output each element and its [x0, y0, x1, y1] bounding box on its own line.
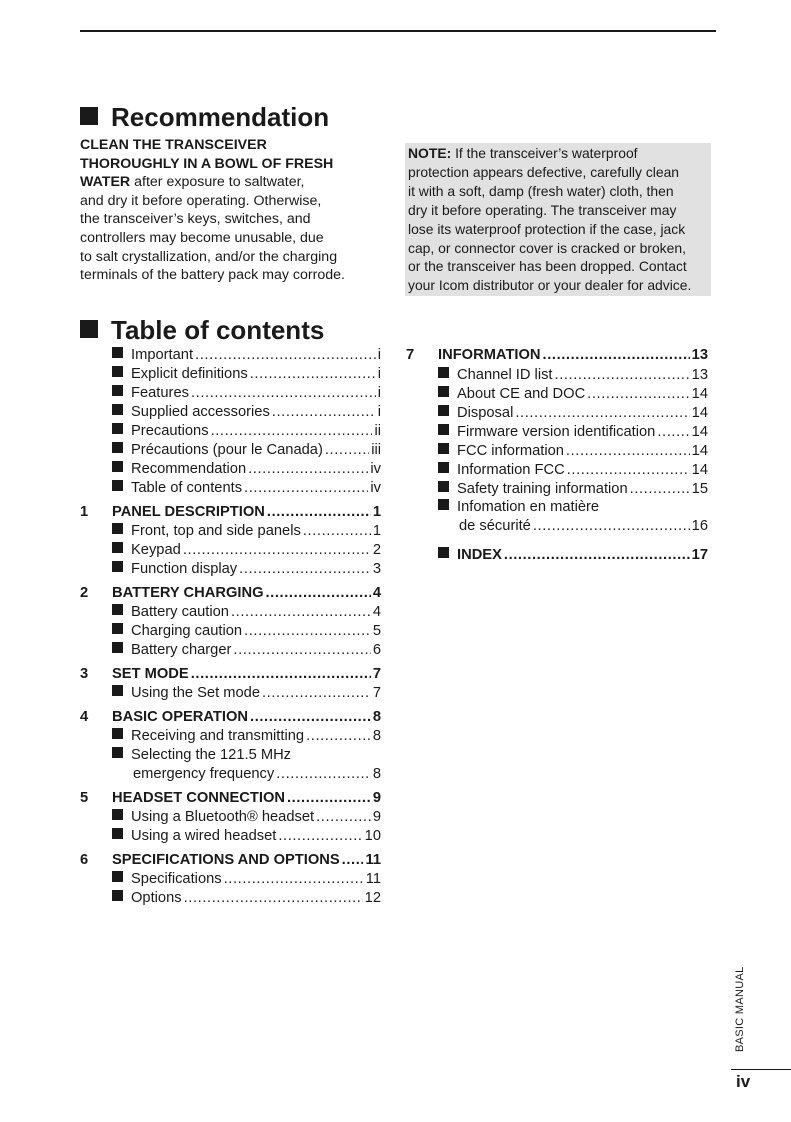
toc-entry[interactable]	[112, 870, 381, 889]
toc-entry-title: INFORMATION	[438, 347, 541, 363]
toc-entry-title: BATTERY CHARGING	[112, 585, 264, 601]
toc-entry-title: Using the Set mode	[131, 685, 260, 701]
side-section-label: BASIC MANUAL	[734, 966, 746, 1052]
toc-entry-title: SET MODE	[112, 666, 189, 682]
toc-entry-title: Disposal	[457, 405, 514, 421]
toc-leader-dots	[233, 641, 370, 660]
bullet-square-icon	[438, 424, 449, 435]
note-line: dry it before operating. The transceiver may	[408, 201, 677, 218]
toc-entry[interactable]	[459, 517, 708, 536]
toc-leader-dots	[278, 827, 362, 846]
toc-leader-dots	[262, 684, 371, 703]
toc-chapter-number: 6	[80, 852, 89, 868]
toc-entry-title: Features	[131, 385, 189, 401]
bullet-square-icon	[438, 499, 449, 510]
toc-leader-dots	[325, 441, 369, 460]
toc-page-number: i	[377, 366, 381, 382]
toc-page-number: 9	[372, 809, 381, 825]
toc-leader-dots	[533, 517, 690, 536]
toc-entry[interactable]	[438, 404, 708, 423]
toc-entry-title: Function display	[131, 561, 238, 577]
bullet-square-icon	[438, 367, 449, 378]
bullet-square-icon	[112, 423, 123, 434]
bullet-square-icon	[438, 443, 449, 454]
bullet-square-icon	[112, 890, 123, 901]
toc-entry[interactable]	[112, 746, 381, 765]
bullet-square-icon	[112, 623, 123, 634]
toc-leader-dots	[306, 727, 371, 746]
toc-entry[interactable]	[112, 727, 381, 746]
bullet-square-icon	[112, 366, 123, 377]
toc-leader-dots	[195, 346, 376, 365]
bullet-square-icon	[438, 547, 449, 558]
toc-entry[interactable]	[112, 422, 381, 441]
bullet-square-icon	[112, 347, 123, 358]
toc-leader-dots	[515, 404, 689, 423]
bullet-square-icon	[112, 604, 123, 615]
toc-entry-title: de sécurité	[459, 518, 531, 534]
toc-leader-dots	[184, 889, 363, 908]
toc-entry-title: Supplied accessories	[131, 404, 270, 420]
toc-page-number: i	[377, 404, 381, 420]
toc-chapter-entry[interactable]	[112, 851, 381, 870]
toc-chapter-entry[interactable]	[112, 708, 381, 727]
toc-leader-dots	[250, 365, 376, 384]
footer-rule	[731, 1069, 791, 1070]
toc-leader-dots	[342, 851, 364, 870]
note-line: your Icom distributor or your dealer for advice.	[408, 277, 692, 294]
toc-entry-title: INDEX	[457, 547, 502, 563]
rec-line: WATER after exposure to saltwater,	[80, 174, 305, 191]
bullet-square-icon	[438, 481, 449, 492]
toc-page-number: i	[377, 385, 381, 401]
recommendation-heading: Recommendation	[80, 102, 329, 132]
toc-leader-dots	[555, 366, 690, 385]
toc-chapter-entry[interactable]	[112, 584, 381, 603]
toc-entry[interactable]	[112, 403, 381, 422]
toc-entry-title: Safety training information	[457, 481, 628, 497]
toc-page-number: 13	[691, 347, 708, 363]
toc-entry[interactable]	[112, 641, 381, 660]
toc-leader-dots	[504, 546, 690, 565]
toc-entry-title: Precautions	[131, 423, 209, 439]
toc-leader-dots	[267, 503, 371, 522]
bullet-square-icon	[112, 747, 123, 758]
toc-chapter-entry[interactable]	[438, 346, 708, 365]
toc-entry[interactable]	[438, 480, 708, 499]
bullet-square-icon	[112, 728, 123, 739]
toc-chapter-number: 4	[80, 709, 89, 725]
toc-entry[interactable]	[112, 460, 381, 479]
toc-page-number: 14	[691, 386, 708, 402]
toc-entry-title: Infomation en matière	[457, 499, 600, 515]
toc-page-number: 8	[372, 766, 381, 782]
toc-page-number: 13	[691, 367, 708, 383]
toc-leader-dots	[266, 584, 371, 603]
toc-entry-title: FCC information	[457, 443, 564, 459]
toc-leader-dots	[657, 423, 689, 442]
toc-entry-title: Using a wired headset	[131, 828, 277, 844]
toc-entry[interactable]	[112, 384, 381, 403]
toc-page-number: 4	[372, 585, 381, 601]
toc-leader-dots	[316, 808, 371, 827]
toc-chapter-number: 1	[80, 504, 89, 520]
toc-chapter-number: 7	[406, 347, 415, 363]
toc-chapter-entry[interactable]	[112, 503, 381, 522]
toc-entry-title: Selecting the 121.5 MHz	[131, 747, 292, 763]
bullet-square-icon	[112, 828, 123, 839]
toc-leader-dots	[239, 560, 371, 579]
toc-page-number: 6	[372, 642, 381, 658]
toc-entry-title: Channel ID list	[457, 367, 553, 383]
bullet-square-icon	[112, 442, 123, 453]
toc-page-number: 14	[691, 462, 708, 478]
toc-page-number: 16	[691, 518, 708, 534]
toc-page-number: 11	[365, 871, 381, 887]
heading-square-icon	[80, 320, 98, 338]
toc-entry[interactable]	[112, 622, 381, 641]
toc-page-number: 5	[372, 623, 381, 639]
page-number: iv	[736, 1072, 751, 1091]
toc-leader-dots	[272, 403, 376, 422]
toc-entry-title: PANEL DESCRIPTION	[112, 504, 265, 520]
toc-page-number: ii	[374, 423, 381, 439]
toc-page-number: 3	[372, 561, 381, 577]
note-line: lose its waterproof protection if the case, jack	[408, 220, 686, 237]
toc-leader-dots	[287, 789, 371, 808]
bullet-square-icon	[438, 386, 449, 397]
toc-entry-title: Explicit definitions	[131, 366, 248, 382]
toc-entry-title: BASIC OPERATION	[112, 709, 249, 725]
rec-line: and dry it before operating. Otherwise,	[80, 192, 322, 209]
toc-entry[interactable]	[438, 498, 708, 517]
bullet-square-icon	[112, 542, 123, 553]
bullet-square-icon	[112, 523, 123, 534]
toc-page-number: 7	[372, 685, 381, 701]
rec-line: to salt crystallization, and/or the charging	[80, 248, 338, 265]
toc-page-number: 2	[372, 542, 381, 558]
bullet-square-icon	[112, 480, 123, 491]
toc-page-number: 15	[691, 481, 708, 497]
toc-page-number: 8	[372, 728, 381, 744]
toc-entry[interactable]	[112, 346, 381, 365]
toc-entry-title: Charging caution	[131, 623, 243, 639]
toc-entry[interactable]	[112, 479, 381, 498]
bullet-square-icon	[112, 404, 123, 415]
toc-entry[interactable]	[438, 385, 708, 404]
rec-line: THOROUGHLY IN A BOWL OF FRESH	[80, 155, 334, 172]
toc-page-number: iii	[371, 442, 381, 458]
toc-leader-dots	[248, 460, 368, 479]
toc-leader-dots	[231, 603, 371, 622]
bullet-square-icon	[438, 405, 449, 416]
toc-page-number: 17	[691, 547, 708, 563]
note-line: protection appears defective, carefully clean	[408, 163, 680, 180]
note-line: or the transceiver has been dropped. Contact	[408, 258, 687, 275]
toc-entry-title: Précautions (pour le Canada)	[131, 442, 323, 458]
toc-entry[interactable]	[438, 423, 708, 442]
rec-line: controllers may become unusable, due	[80, 229, 324, 246]
toc-chapter-number: 2	[80, 585, 89, 601]
toc-entry[interactable]	[438, 442, 708, 461]
toc-entry-title: Options	[131, 890, 182, 906]
toc-entry-title: About CE and DOC	[457, 386, 586, 402]
toc-leader-dots	[567, 461, 690, 480]
toc-entry[interactable]	[112, 365, 381, 384]
toc-leader-dots	[244, 479, 368, 498]
toc-entry[interactable]	[112, 889, 381, 908]
toc-entry[interactable]	[438, 546, 708, 565]
heading-square-icon	[80, 107, 98, 125]
rec-line: the transceiver’s keys, switches, and	[80, 211, 311, 228]
bullet-square-icon	[112, 642, 123, 653]
toc-entry-title: Front, top and side panels	[131, 523, 301, 539]
toc-entry-title: Firmware version identification	[457, 424, 656, 440]
toc-entry-title: Information FCC	[457, 462, 565, 478]
toc-entry-title: Keypad	[131, 542, 181, 558]
toc-entry-title: Specifications	[131, 871, 222, 887]
toc-chapter-entry[interactable]	[112, 789, 381, 808]
toc-entry-title: Receiving and transmitting	[131, 728, 305, 744]
toc-leader-dots	[587, 385, 689, 404]
top-rule	[80, 30, 716, 32]
toc-entry-title: emergency frequency	[133, 766, 275, 782]
toc-leader-dots	[250, 708, 371, 727]
toc-entry[interactable]	[112, 827, 381, 846]
toc-leader-dots	[566, 442, 690, 461]
toc-entry-title: Using a Bluetooth® headset	[131, 809, 315, 825]
note-box	[405, 143, 711, 296]
toc-entry[interactable]	[112, 441, 381, 460]
toc-entry-title: Table of contents	[131, 480, 243, 496]
toc-page-number: 1	[372, 523, 381, 539]
toc-leader-dots	[183, 541, 371, 560]
toc-entry-title: Important	[131, 347, 194, 363]
toc-leader-dots	[191, 384, 376, 403]
toc-entry-title: Battery charger	[131, 642, 232, 658]
toc-entry[interactable]	[112, 808, 381, 827]
toc-entry[interactable]	[112, 684, 381, 703]
bullet-square-icon	[112, 809, 123, 820]
toc-entry-title: HEADSET CONNECTION	[112, 790, 285, 806]
toc-page-number: iv	[370, 461, 381, 477]
toc-page-number: 8	[372, 709, 381, 725]
toc-page-number: 9	[372, 790, 381, 806]
toc-leader-dots	[191, 665, 371, 684]
toc-entry[interactable]	[438, 366, 708, 385]
bullet-square-icon	[438, 462, 449, 473]
toc-leader-dots	[276, 765, 371, 784]
toc-page-number: 4	[372, 604, 381, 620]
toc-entry-title: Battery caution	[131, 604, 229, 620]
toc-page-number: i	[377, 347, 381, 363]
toc-chapter-number: 5	[80, 790, 89, 806]
toc-entry-title: SPECIFICATIONS AND OPTIONS	[112, 852, 340, 868]
toc-page-number: 10	[364, 828, 381, 844]
toc-page-number: 11	[365, 852, 381, 868]
toc-page-number: 1	[372, 504, 381, 520]
toc-leader-dots	[303, 522, 371, 541]
toc-chapter-number: 3	[80, 666, 89, 682]
rec-line: terminals of the battery pack may corrode.	[80, 267, 345, 284]
toc-leader-dots	[211, 422, 373, 441]
toc-leader-dots	[630, 480, 690, 499]
toc-page-number: 14	[691, 424, 708, 440]
rec-line: CLEAN THE TRANSCEIVER	[80, 137, 267, 153]
toc-entry[interactable]	[133, 765, 381, 784]
toc-page-number: 7	[372, 666, 381, 682]
toc-entry-title: Recommendation	[131, 461, 247, 477]
toc-entry[interactable]	[438, 461, 708, 480]
bullet-square-icon	[112, 871, 123, 882]
toc-page-number: iv	[370, 480, 381, 496]
toc-page-number: 14	[691, 405, 708, 421]
toc-entry[interactable]	[112, 541, 381, 560]
toc-leader-dots	[543, 346, 690, 365]
toc-entry[interactable]	[112, 603, 381, 622]
toc-leader-dots	[244, 622, 371, 641]
note-line: cap, or connector cover is cracked or broken,	[408, 239, 686, 256]
toc-page-number: 14	[691, 443, 708, 459]
toc-chapter-entry[interactable]	[112, 665, 381, 684]
toc-entry[interactable]	[112, 522, 381, 541]
bullet-square-icon	[112, 685, 123, 696]
recommendation-text	[80, 136, 390, 285]
toc-heading: Table of contents	[80, 315, 324, 345]
note-line: it with a soft, damp (fresh water) cloth, then	[408, 182, 674, 199]
bullet-square-icon	[112, 385, 123, 396]
bullet-square-icon	[112, 461, 123, 472]
toc-entry[interactable]	[112, 560, 381, 579]
note-line: NOTE: If the transceiver’s waterproof	[408, 145, 638, 161]
bullet-square-icon	[112, 561, 123, 572]
toc-page-number: 12	[364, 890, 381, 906]
toc-leader-dots	[224, 870, 364, 889]
